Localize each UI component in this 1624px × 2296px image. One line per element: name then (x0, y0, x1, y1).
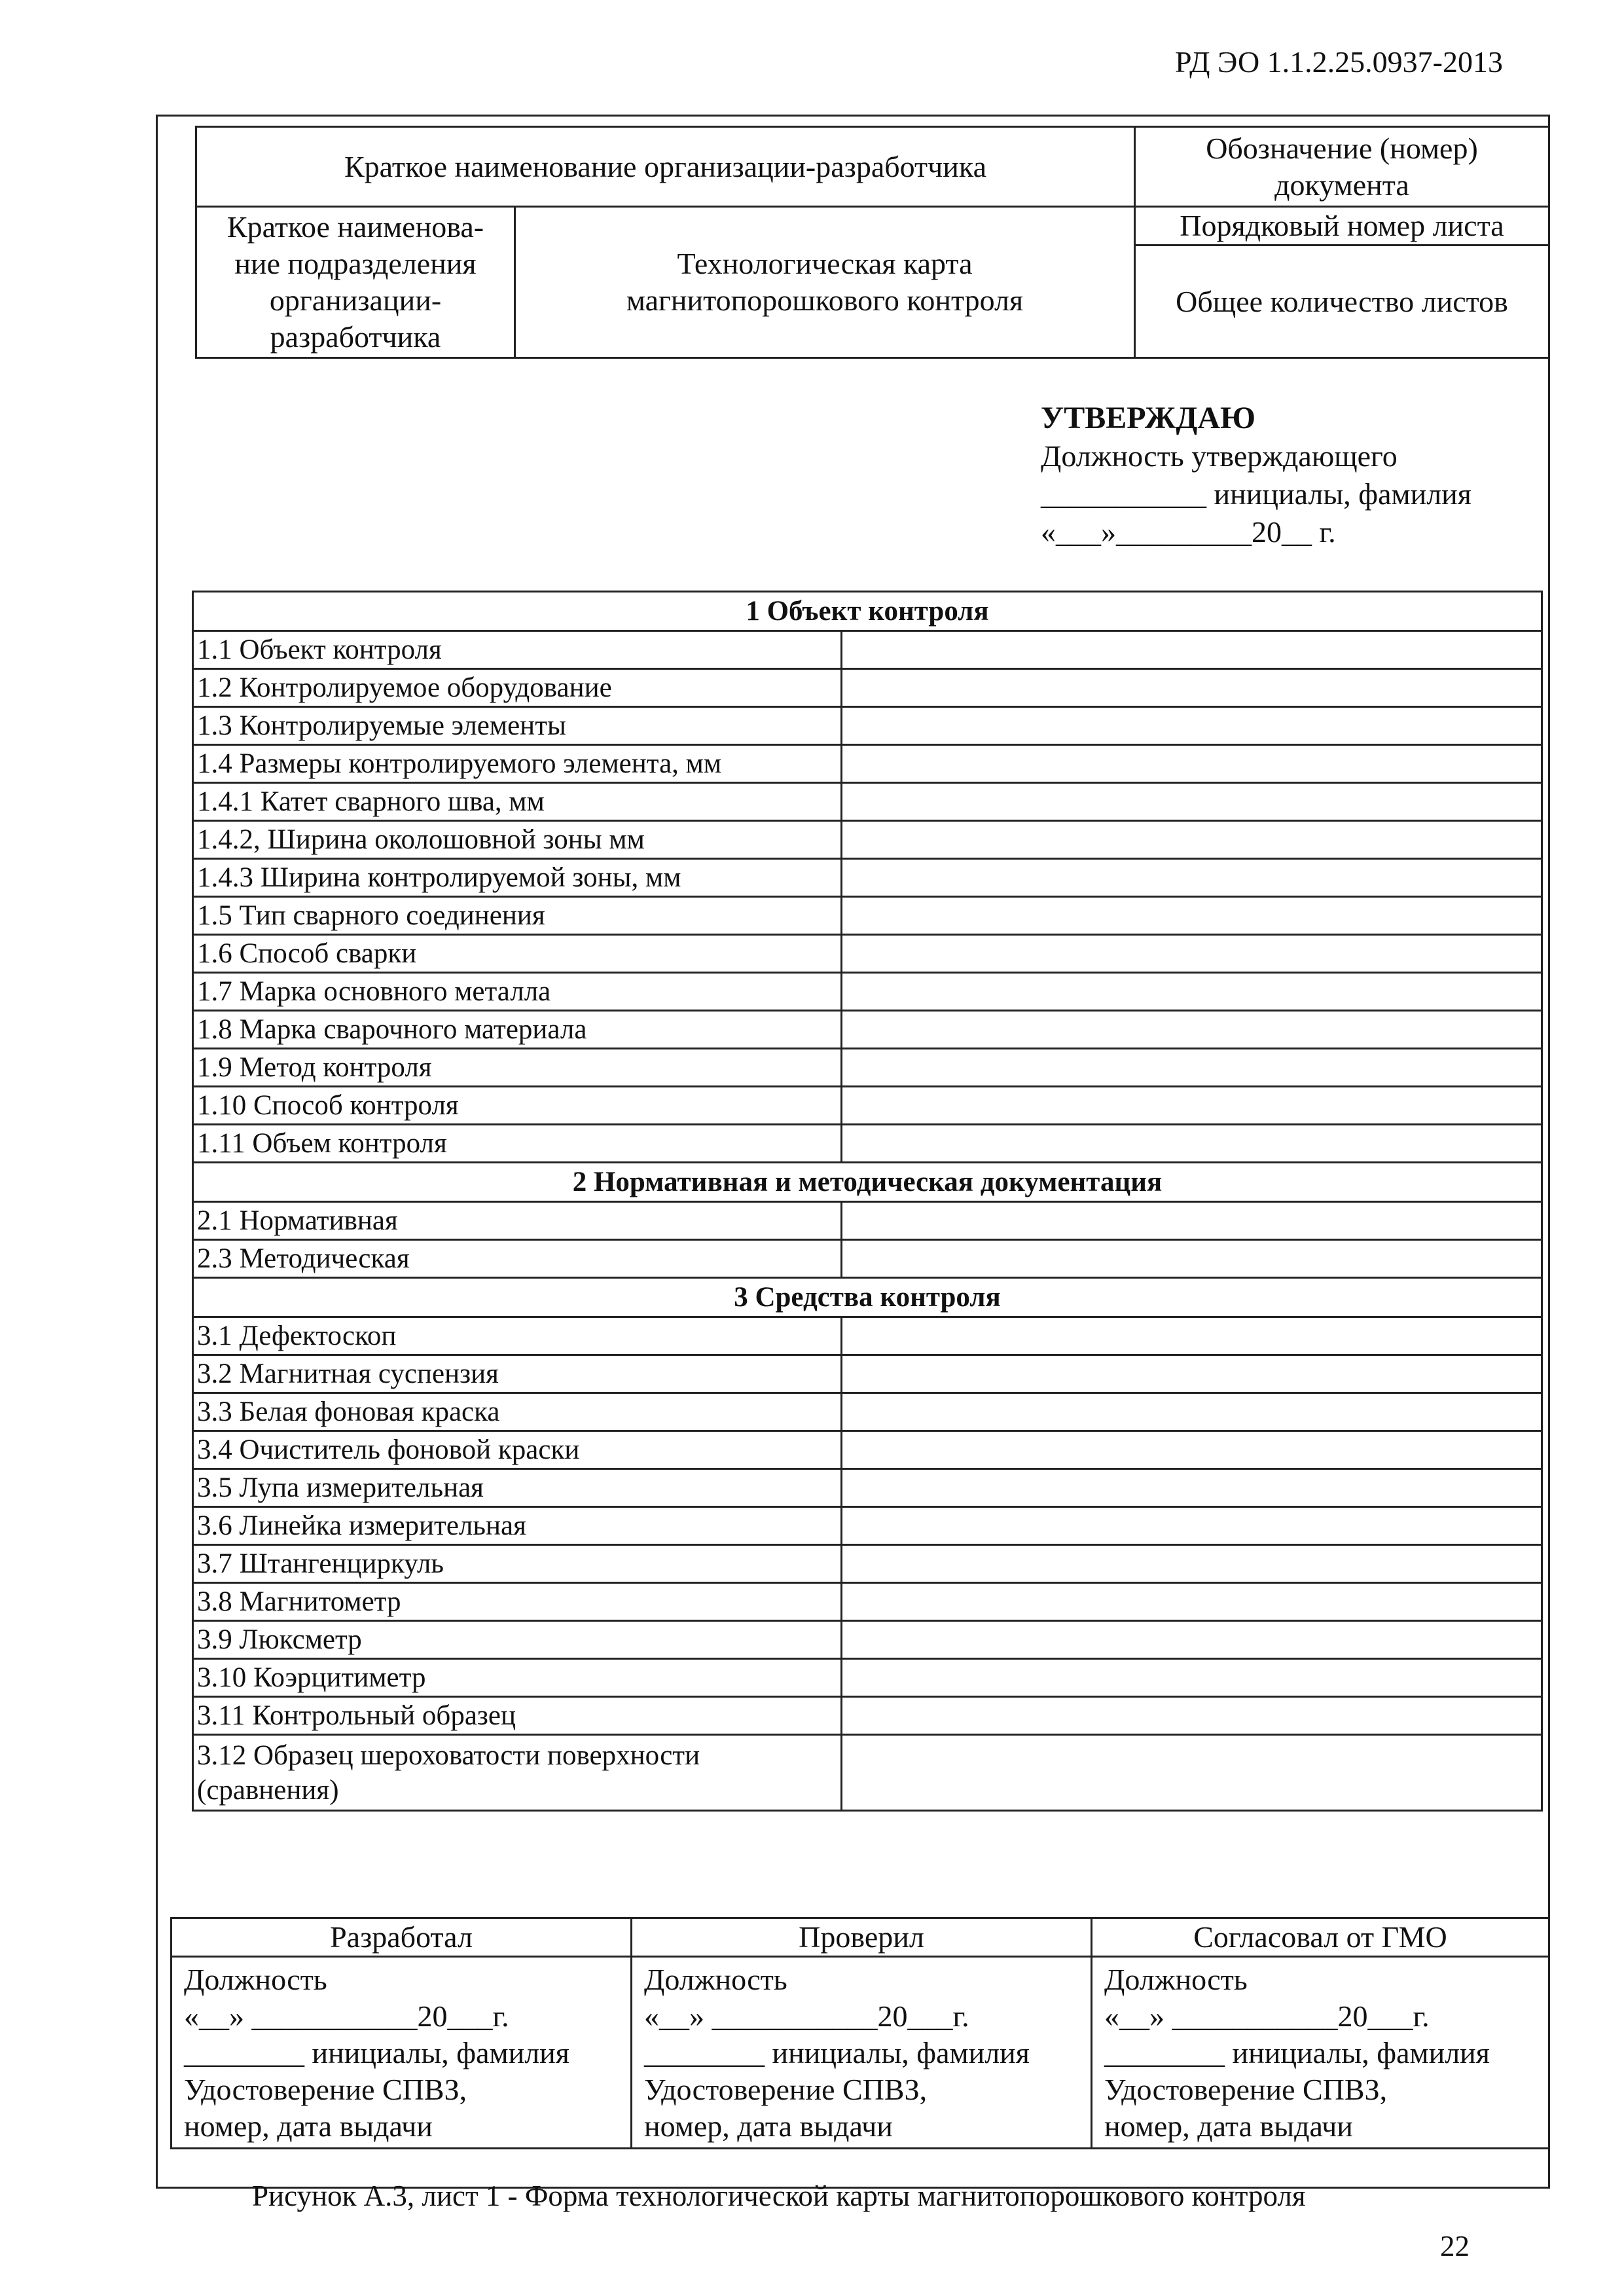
table-row-value[interactable] (842, 1621, 1542, 1659)
table-row-value[interactable] (842, 1659, 1542, 1697)
subdivision-line: организации- (269, 283, 442, 317)
document-code: РД ЭО 1.1.2.25.0937-2013 (1175, 45, 1503, 79)
org-name: Краткое наименование организации-разработчика (344, 149, 986, 183)
doc-number-label-2: документа (1274, 168, 1409, 202)
sig-position: Должность (644, 1963, 787, 1996)
table-row-label: 1.10 Способ контроля (193, 1087, 842, 1125)
signatures-table (170, 1917, 1550, 2149)
sig-cert-line: номер, дата выдачи (184, 2109, 433, 2143)
table-row-value[interactable] (842, 973, 1542, 1011)
table-row-value[interactable] (842, 1049, 1542, 1087)
table-row-label: 3.9 Люксметр (193, 1621, 842, 1659)
signature-block-checked (632, 1957, 1092, 2149)
table-row-label: 1.5 Тип сварного соединения (193, 897, 842, 935)
table-row-value[interactable] (842, 1735, 1542, 1811)
card-title-line: магнитопорошкового контроля (626, 283, 1024, 317)
approval-title: УТВЕРЖДАЮ (1041, 401, 1256, 435)
section-title: 1 Объект контроля (193, 592, 1542, 631)
signature-header-agreed: Согласовал от ГМО (1092, 1918, 1549, 1957)
subdivision-cell (196, 207, 515, 358)
table-row-label (193, 1735, 842, 1811)
table-row-value[interactable] (842, 1202, 1542, 1240)
table-row-value[interactable] (842, 745, 1542, 783)
sig-cert-line: номер, дата выдачи (644, 2109, 893, 2143)
table-row-value[interactable] (842, 1469, 1542, 1507)
sig-name-line: ________ инициалы, фамилия (644, 2036, 1030, 2069)
approval-date-line: «___»_________20__ г. (1041, 515, 1336, 549)
signature-block-agreed (1092, 1957, 1549, 2149)
table-row-value[interactable] (842, 1507, 1542, 1545)
table-row-label: 3.5 Лупа измерительная (193, 1469, 842, 1507)
sig-cert-line: Удостоверение СПВЗ, (1104, 2073, 1388, 2106)
figure-caption: Рисунок А.3, лист 1 - Форма технологической карты магнитопорошкового контроля (252, 2179, 1306, 2212)
doc-number-label-1: Обозначение (номер) (1206, 131, 1478, 165)
table-row-label: 1.4.1 Катет сварного шва, мм (193, 783, 842, 821)
table-row-label: 1.3 Контролируемые элементы (193, 707, 842, 745)
card-title-line: Технологическая карта (677, 247, 973, 280)
sheet-total-cell (1135, 246, 1549, 358)
table-row-label: 1.9 Метод контроля (193, 1049, 842, 1087)
table-row-value[interactable] (842, 669, 1542, 707)
approval-name-line: ___________ инициалы, фамилия (1041, 477, 1471, 511)
subdivision-line: ние подразделения (234, 247, 477, 280)
table-row-value[interactable] (842, 935, 1542, 973)
sig-cert-line: Удостоверение СПВЗ, (184, 2073, 467, 2106)
table-row-label: 3.7 Штангенциркуль (193, 1545, 842, 1583)
table-row-label: 1.4 Размеры контролируемого элемента, мм (193, 745, 842, 783)
table-row-label: 3.8 Магнитометр (193, 1583, 842, 1621)
sig-position: Должность (1104, 1963, 1248, 1996)
table-row-label: 1.6 Способ сварки (193, 935, 842, 973)
page-number: 22 (1440, 2230, 1470, 2263)
table-row-label: 2.1 Нормативная (193, 1202, 842, 1240)
table-row-value[interactable] (842, 1545, 1542, 1583)
sig-date-line: «__» ___________20___г. (644, 1999, 969, 2033)
row-label-line: 3.12 Образец шероховатости поверхности (197, 1740, 700, 1771)
subdivision-line: Краткое наименова- (226, 210, 484, 244)
signature-header-developed: Разработал (171, 1918, 632, 1957)
sig-cert-line: номер, дата выдачи (1104, 2109, 1353, 2143)
table-row-label: 1.8 Марка сварочного материала (193, 1011, 842, 1049)
table-row-value[interactable] (842, 897, 1542, 935)
table-row-value[interactable] (842, 821, 1542, 859)
table-row-label: 2.3 Методическая (193, 1240, 842, 1278)
table-row-value[interactable] (842, 1697, 1542, 1735)
approval-position: Должность утверждающего (1041, 439, 1398, 473)
table-row-value[interactable] (842, 707, 1542, 745)
sig-name-line: ________ инициалы, фамилия (184, 2036, 569, 2069)
sheet-number-cell (1135, 207, 1549, 246)
table-row-label: 3.6 Линейка измерительная (193, 1507, 842, 1545)
table-row-label: 3.4 Очиститель фоновой краски (193, 1431, 842, 1469)
table-row-value[interactable] (842, 1240, 1542, 1278)
table-row-label: 3.3 Белая фоновая краска (193, 1393, 842, 1431)
sig-position: Должность (184, 1963, 327, 1996)
table-row-value[interactable] (842, 1317, 1542, 1355)
table-row-label: 1.4.3 Ширина контролируемой зоны, мм (193, 859, 842, 897)
table-row-label: 1.11 Объем контроля (193, 1125, 842, 1163)
signature-header-checked: Проверил (632, 1918, 1092, 1957)
table-row-label: 3.11 Контрольный образец (193, 1697, 842, 1735)
table-row-label: 1.1 Объект контроля (193, 631, 842, 669)
section-title: 3 Средства контроля (193, 1278, 1542, 1317)
header-table (195, 126, 1550, 359)
row-label-line: (сравнения) (197, 1774, 339, 1806)
table-row-value[interactable] (842, 1431, 1542, 1469)
org-name-cell (196, 127, 1135, 207)
sheet-number-label: Порядковый номер листа (1180, 209, 1504, 242)
sig-date-line: «__» ___________20___г. (184, 1999, 509, 2033)
control-card-table (192, 591, 1543, 1812)
table-row-label: 3.10 Коэрцитиметр (193, 1659, 842, 1697)
signature-block-developed (171, 1957, 632, 2149)
section-title: 2 Нормативная и методическая документация (193, 1163, 1542, 1202)
table-row-label: 1.7 Марка основного металла (193, 973, 842, 1011)
table-row-label: 1.4.2, Ширина околошовной зоны мм (193, 821, 842, 859)
table-row-label: 1.2 Контролируемое оборудование (193, 669, 842, 707)
sig-cert-line: Удостоверение СПВЗ, (644, 2073, 928, 2106)
table-row-value[interactable] (842, 1393, 1542, 1431)
table-row-value[interactable] (842, 783, 1542, 821)
table-row-value[interactable] (842, 1583, 1542, 1621)
table-row-value[interactable] (842, 1087, 1542, 1125)
approval-block (1041, 399, 1471, 551)
table-row-value[interactable] (842, 1011, 1542, 1049)
table-row-value[interactable] (842, 631, 1542, 669)
table-row-value[interactable] (842, 859, 1542, 897)
doc-number-cell (1135, 127, 1549, 207)
sig-date-line: «__» ___________20___г. (1104, 1999, 1430, 2033)
subdivision-line: разработчика (270, 320, 441, 354)
table-row-label: 3.1 Дефектоскоп (193, 1317, 842, 1355)
sheet-total-label: Общее количество листов (1176, 284, 1508, 318)
table-row-value[interactable] (842, 1125, 1542, 1163)
table-row-value[interactable] (842, 1355, 1542, 1393)
table-row-label: 3.2 Магнитная суспензия (193, 1355, 842, 1393)
sig-name-line: ________ инициалы, фамилия (1104, 2036, 1490, 2069)
card-title-cell (515, 207, 1135, 358)
